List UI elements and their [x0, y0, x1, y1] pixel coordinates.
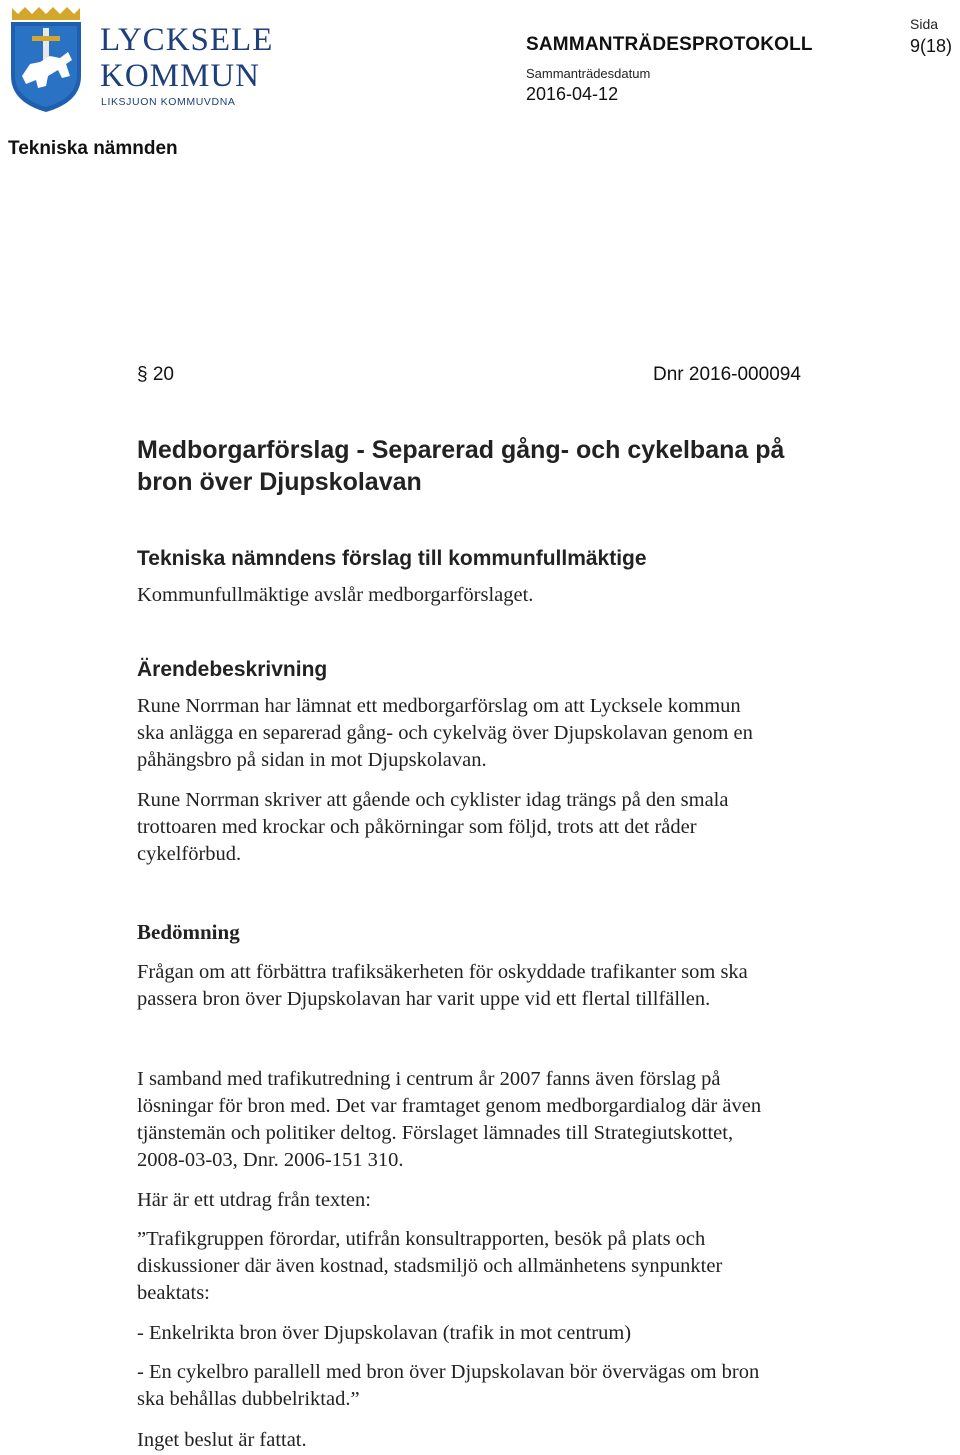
assessment-heading: Bedömning — [137, 920, 240, 944]
text-line: - En cykelbro parallell med bron över Djupskolavan bör övervägas om bron — [137, 1361, 760, 1383]
text-line: ”Trafikgruppen förordar, utifrån konsultrapporten, besök på plats och — [137, 1228, 706, 1250]
text-line: Rune Norrman skriver att gående och cyklister idag trängs på den smala — [137, 789, 729, 811]
text-line: tjänstemän och politiker deltog. Förslaget lämnades till Strategiutskottet, — [137, 1122, 734, 1144]
text-line: diskussioner där även kostnad, stadsmiljö och allmänhetens synpunkter — [137, 1255, 723, 1277]
text-line: trottoaren med krockar och påkörningar som följd, trots att det råder — [137, 816, 697, 838]
quote-paragraph — [137, 1226, 867, 1307]
excerpt-intro: Här är ett utdrag från texten: — [137, 1189, 371, 1211]
text-line: 2008-03-03, Dnr. 2006-151 310. — [137, 1149, 404, 1171]
item-title-line: Medborgarförslag - Separerad gång- och cykelbana på — [137, 436, 785, 464]
svg-text:KOMMUN: KOMMUN — [100, 58, 261, 94]
text-line: lösningar för bron med. Det var framtaget genom medborgardialog där även — [137, 1095, 762, 1117]
text-line: Frågan om att förbättra trafiksäkerheten för oskyddade trafikanter som ska — [137, 961, 748, 983]
text-line: Rune Norrman har lämnat ett medborgarförslag om att Lycksele kommun — [137, 695, 741, 717]
quote-bullet: - Enkelrikta bron över Djupskolavan (trafik in mot centrum) — [137, 1322, 632, 1344]
section-number-value: 20 — [152, 364, 174, 385]
meeting-date: 2016-04-12 — [526, 84, 619, 104]
meeting-date-label: Sammanträdesdatum — [526, 66, 651, 81]
document-type: SAMMANTRÄDESPROTOKOLL — [526, 34, 813, 55]
svg-text:LYCKSELE: LYCKSELE — [100, 22, 274, 58]
text-line: ska behållas dubbelriktad.” — [137, 1388, 360, 1410]
case-number: Dnr 2016-000094 — [653, 364, 801, 385]
proposal-text: Kommunfullmäktige avslår medborgarförslaget. — [137, 584, 534, 606]
svg-text:LIKSJUON KOMMUVDNA: LIKSJUON KOMMUVDNA — [101, 96, 236, 108]
text-line: cykelförbud. — [137, 843, 242, 865]
committee-name: Tekniska nämnden — [8, 138, 178, 159]
description-paragraph — [137, 787, 867, 868]
item-title — [137, 434, 867, 498]
assessment-paragraph — [137, 1066, 867, 1174]
coat-of-arms-icon — [8, 6, 274, 114]
description-paragraph — [137, 693, 867, 774]
municipality-logo — [8, 6, 274, 114]
page-label: Sida — [910, 16, 939, 32]
proposal-heading: Tekniska nämndens förslag till kommunfullmäktige — [137, 547, 647, 570]
text-line: I samband med trafikutredning i centrum år 2007 fanns även förslag på — [137, 1068, 721, 1090]
quote-bullet — [137, 1359, 867, 1413]
description-heading: Ärendebeskrivning — [137, 658, 328, 681]
text-line: passera bron över Djupskolavan har varit uppe vid ett flertal tillfällen. — [137, 988, 711, 1010]
assessment-paragraph — [137, 959, 867, 1013]
page-number: 9(18) — [910, 36, 953, 56]
text-line: påhängsbro på sidan in mot Djupskolavan. — [137, 749, 487, 771]
item-title-line: bron över Djupskolavan — [137, 468, 422, 496]
section-sign-icon: § — [137, 364, 148, 385]
text-line: beaktats: — [137, 1282, 210, 1304]
final-statement: Inget beslut är fattat. — [137, 1429, 307, 1451]
text-line: ska anlägga en separerad gång- och cykelväg över Djupskolavan genom en — [137, 722, 753, 744]
